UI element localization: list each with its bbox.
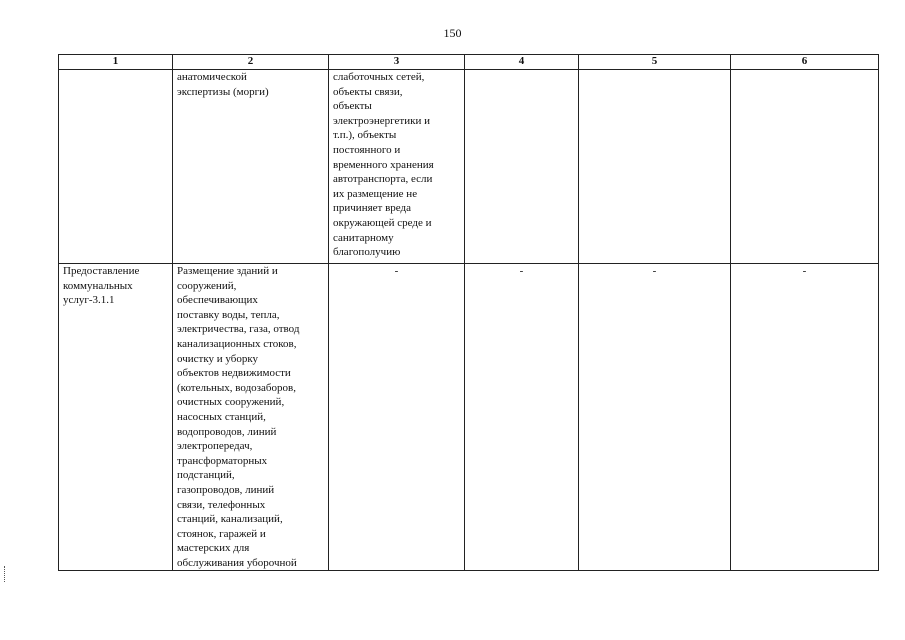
cell-column-5: -	[579, 264, 731, 571]
cell-column-4: -	[465, 264, 579, 571]
table-row	[59, 70, 879, 264]
cell-column-5	[579, 70, 731, 264]
column-header-3: 3	[329, 55, 465, 70]
table-row	[59, 264, 879, 571]
column-header-1: 1	[59, 55, 173, 70]
cell-column-4	[465, 70, 579, 264]
cell-use-type	[59, 70, 173, 264]
column-header-6: 6	[731, 55, 879, 70]
cell-permitted-uses: слаботочных сетей, объекты связи, объекты электроэнергетики и т.п.), объекты постоянного и временного хранения автотранспорта, если их размещение не причиняет вреда окружающей среде и санитарному благополучию	[329, 70, 465, 264]
table-header-row	[59, 55, 879, 70]
cell-description: Размещение зданий и сооружений, обеспечивающих поставку воды, тепла, электричества, газа, отвод канализационных стоков, очистку и уборку объектов недвижимости (котельных, водозаборов, очистных сооружений, насосных станций, водопроводов, линий электропередач, трансформаторных подстанций, газопроводов, линий связи, телефонных станций, канализаций, стоянок, гаражей и мастерских для обслуживания уборочной	[173, 264, 329, 571]
column-header-2: 2	[173, 55, 329, 70]
cell-use-type: Предоставление коммунальных услуг-3.1.1	[59, 264, 173, 571]
column-header-5: 5	[579, 55, 731, 70]
cell-description: анатомической экспертизы (морги)	[173, 70, 329, 264]
column-header-4: 4	[465, 55, 579, 70]
scan-margin-mark	[4, 566, 9, 582]
cell-column-6	[731, 70, 879, 264]
cell-permitted-uses: -	[329, 264, 465, 571]
zoning-table	[58, 54, 879, 571]
cell-column-6: -	[731, 264, 879, 571]
page-number: 150	[443, 26, 462, 40]
